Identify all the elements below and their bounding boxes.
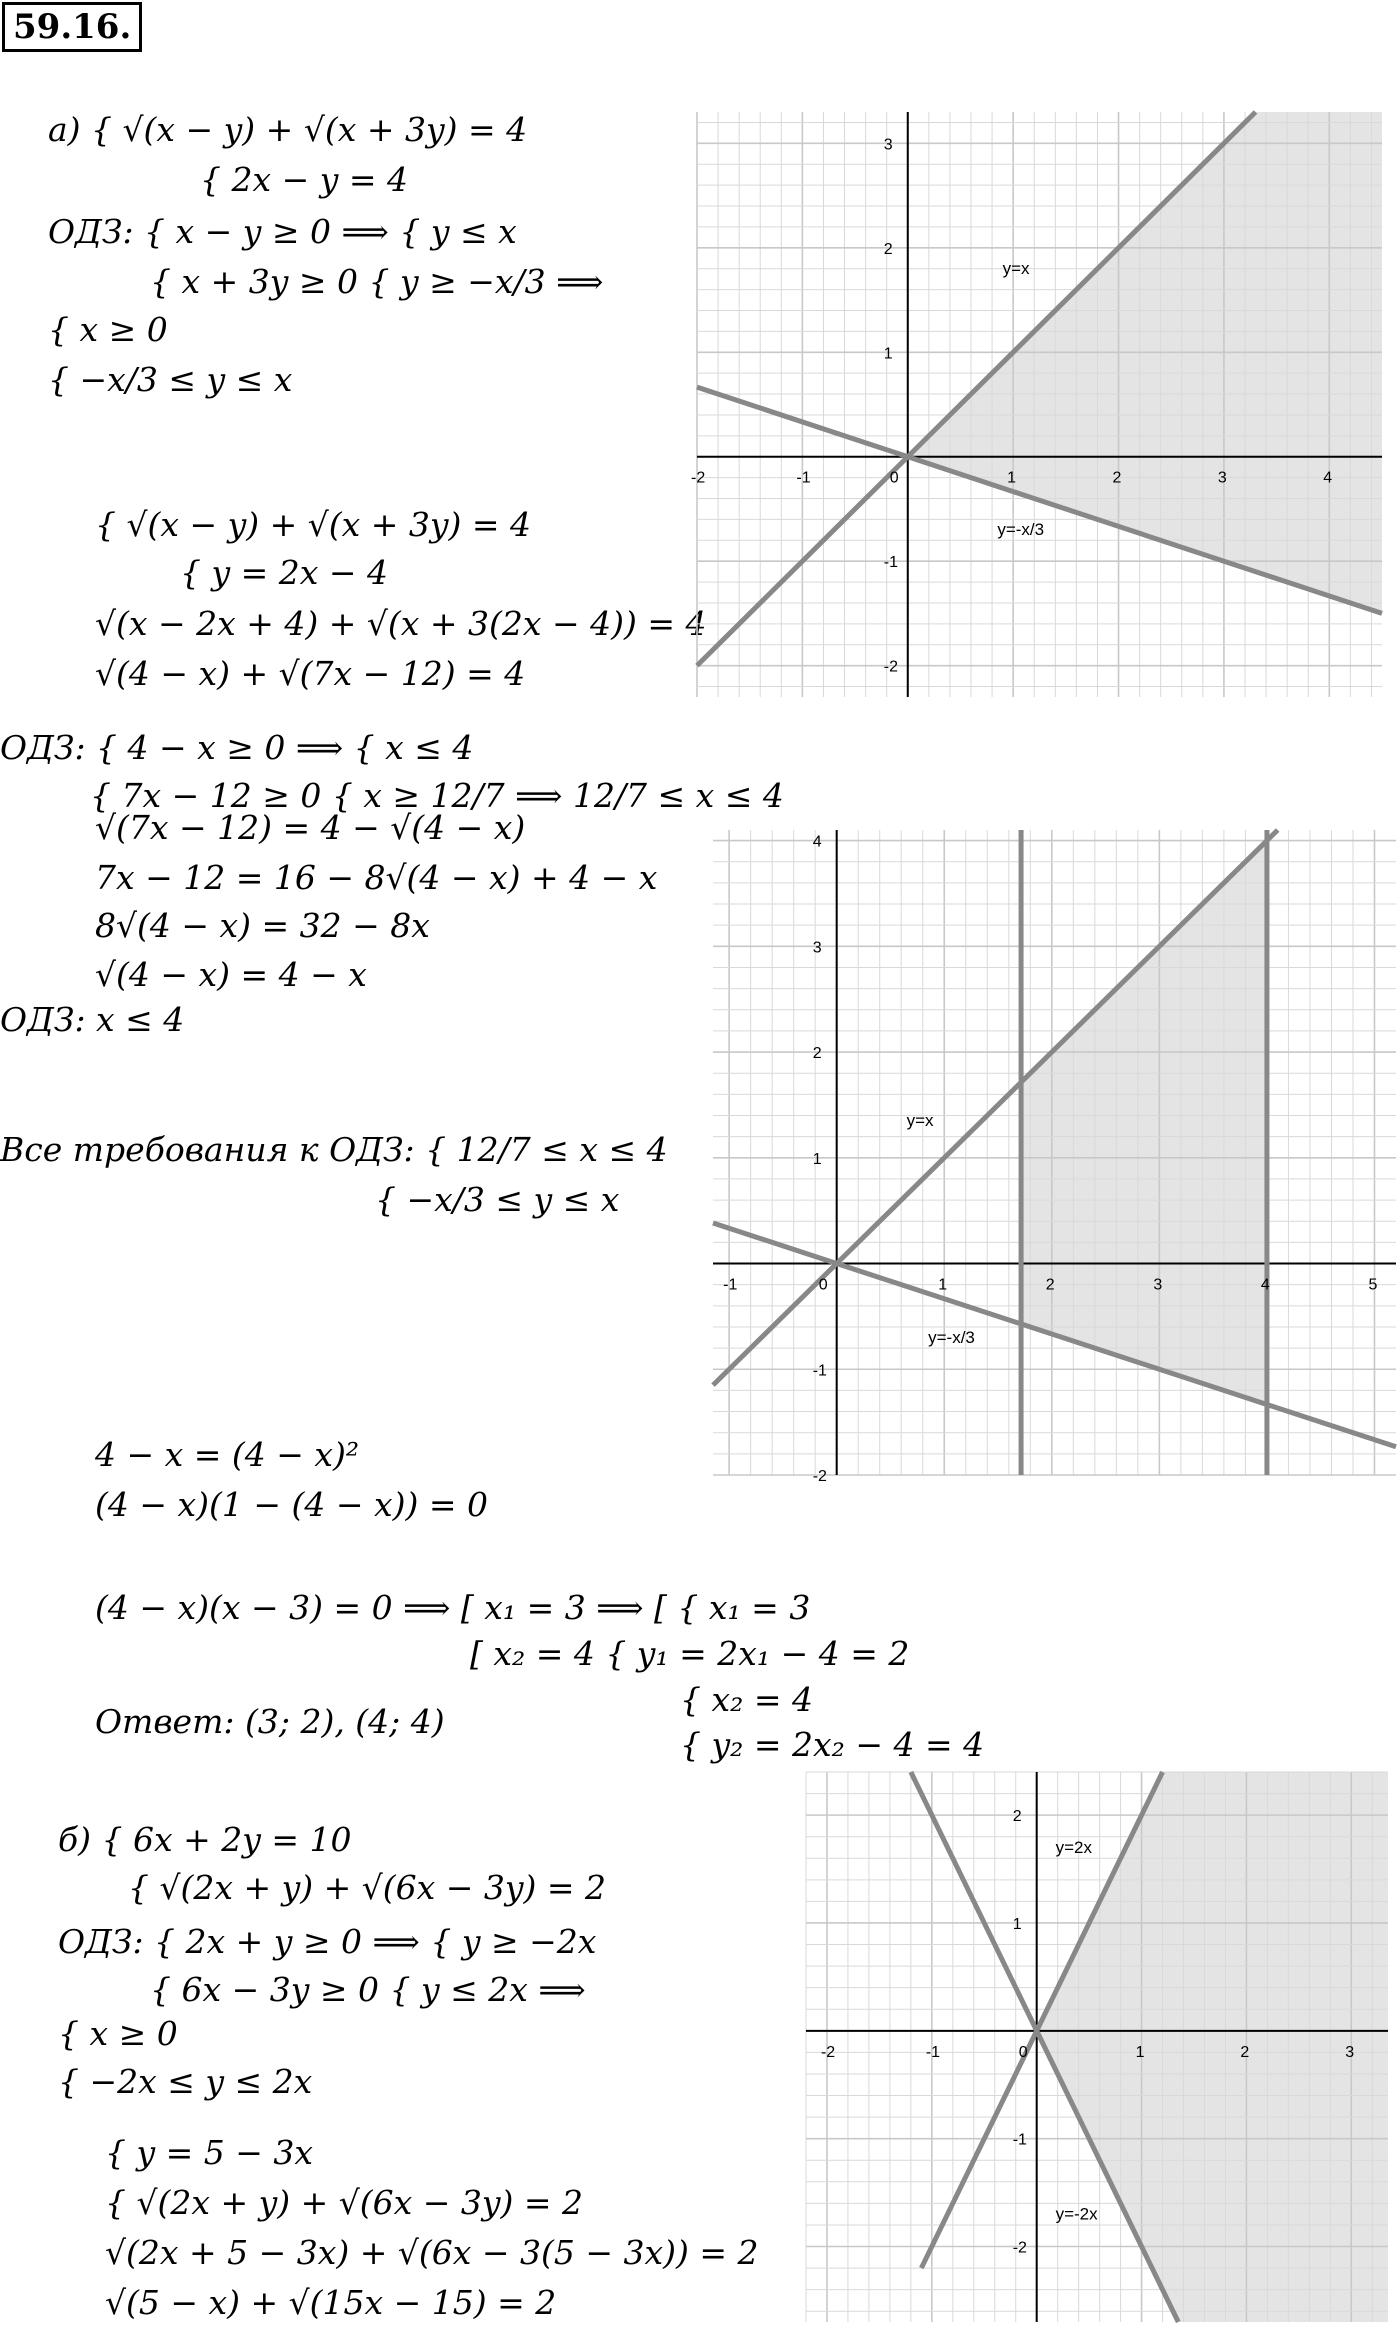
x-tick-label: 1	[1135, 2043, 1145, 2061]
x-tick-label: 5	[1368, 1276, 1378, 1294]
x-tick-label: 3	[1153, 1276, 1163, 1294]
y-tick-label: -1	[1012, 2131, 1027, 2149]
curve-label: y=-x/3	[997, 520, 1045, 540]
x-tick-label: 2	[1112, 469, 1122, 487]
system-a2-eq2: { y = 2x − 4	[180, 553, 388, 592]
y-tick-label: -1	[812, 1362, 827, 1380]
x-tick-label: -1	[796, 469, 811, 487]
odz-a2-line1: ОДЗ: { 4 − x ≥ 0 ⟹ { x ≤ 4	[0, 728, 474, 767]
simplified-b: √(5 − x) + √(15x − 15) = 2	[105, 2283, 557, 2322]
y-tick-label: 1	[812, 1150, 822, 1168]
x-tick-label: 0	[1018, 2043, 1028, 2061]
graph-2-svg	[713, 830, 1396, 1485]
sys-x2: { x₂ = 4	[680, 1680, 813, 1719]
graph-3	[806, 1772, 1388, 2322]
x-tick-label: 1	[1007, 469, 1017, 487]
answer-a: Ответ: (3; 2), (4; 4)	[95, 1702, 445, 1741]
eq-square: 4 − x = (4 − x)²	[95, 1435, 360, 1474]
system-b-eq1: б) { 6x + 2y = 10	[58, 1820, 352, 1859]
x-tick-label: -1	[925, 2043, 941, 2061]
graph-2	[713, 830, 1396, 1485]
y-tick-label: 2	[1012, 1808, 1022, 1826]
y-tick-label: 1	[883, 345, 893, 363]
odz-b-line4: { −2x ≤ y ≤ 2x	[58, 2062, 313, 2101]
y-tick-label: 1	[1012, 1915, 1022, 1933]
x-tick-label: 4	[1260, 1276, 1270, 1294]
curve-label: y=2x	[1055, 1837, 1092, 1857]
graph-1	[691, 112, 1382, 697]
system-b2-eq1: { y = 5 − 3x	[105, 2133, 313, 2172]
odz-a2-line2: { 7x − 12 ≥ 0 { x ≥ 12/7 ⟹ 12/7 ≤ x ≤ 4	[90, 776, 784, 815]
step-1: √(7x − 12) = 4 − √(4 − x)	[95, 808, 526, 847]
x-tick-label: 0	[889, 469, 899, 487]
y-tick-label: 3	[883, 136, 893, 154]
odz-a3: ОДЗ: x ≤ 4	[0, 1000, 185, 1039]
root-x2: [ x₂ = 4 { y₁ = 2x₁ − 4 = 2	[470, 1634, 910, 1673]
y-tick-label: -2	[1012, 2239, 1027, 2257]
x-tick-label: 3	[1345, 2043, 1355, 2061]
curve-label: y=-2x	[1055, 2204, 1098, 2224]
graph-3-svg	[806, 1772, 1388, 2322]
shaded-region	[908, 112, 1382, 613]
system-a2-eq1: { √(x − y) + √(x + 3y) = 4	[95, 505, 532, 544]
step-2: 7x − 12 = 16 − 8√(4 − x) + 4 − x	[95, 858, 658, 897]
step-3: 8√(4 − x) = 32 − 8x	[95, 906, 430, 945]
y-tick-label: 3	[812, 939, 822, 957]
substitution-line: √(x − 2x + 4) + √(x + 3(2x − 4)) = 4	[95, 604, 707, 643]
y-tick-label: -1	[883, 554, 899, 572]
odz-a-line4: { −x/3 ≤ y ≤ x	[48, 360, 293, 399]
y-tick-label: 4	[812, 833, 822, 851]
y-tick-label: 2	[812, 1045, 822, 1063]
odz-a-line3: { x ≥ 0	[48, 310, 168, 349]
simplified-line: √(4 − x) + √(7x − 12) = 4	[95, 654, 526, 693]
all-odz-line1: Все требования к ОДЗ: { 12/7 ≤ x ≤ 4	[0, 1130, 668, 1169]
x-tick-label: -2	[820, 2043, 836, 2061]
y-tick-label: -2	[883, 658, 899, 676]
y-tick-label: 2	[883, 240, 893, 258]
system-a-eq1: а) { √(x − y) + √(x + 3y) = 4	[48, 110, 528, 149]
system-b2-eq2: { √(2x + y) + √(6x − 3y) = 2	[105, 2183, 584, 2222]
curve-label: y=x	[1002, 258, 1030, 278]
x-tick-label: 3	[1217, 469, 1227, 487]
y-tick-label: -2	[812, 1468, 827, 1485]
odz-b-line3: { x ≥ 0	[58, 2014, 178, 2053]
curve-label: y=-x/3	[928, 1327, 975, 1347]
eq-roots: (4 − x)(x − 3) = 0 ⟹ [ x₁ = 3 ⟹ [ { x₁ = 3	[95, 1588, 811, 1627]
step-4: √(4 − x) = 4 − x	[95, 955, 367, 994]
x-tick-label: 2	[1240, 2043, 1250, 2061]
eq-factor: (4 − x)(1 − (4 − x)) = 0	[95, 1485, 488, 1524]
sys-y2: { y₂ = 2x₂ − 4 = 4	[680, 1725, 985, 1764]
x-tick-label: 4	[1323, 469, 1333, 487]
problem-number: 59.16.	[2, 2, 142, 52]
system-a-eq2: { 2x − y = 4	[200, 160, 408, 199]
odz-b-line1: ОДЗ: { 2x + y ≥ 0 ⟹ { y ≥ −2x	[58, 1922, 597, 1961]
curve-label: y=x	[906, 1111, 934, 1131]
x-tick-label: 0	[818, 1276, 828, 1294]
x-tick-label: -2	[691, 469, 706, 487]
all-odz-line2: { −x/3 ≤ y ≤ x	[375, 1180, 620, 1219]
system-b-eq2: { √(2x + y) + √(6x − 3y) = 2	[128, 1868, 607, 1907]
x-tick-label: 2	[1045, 1276, 1055, 1294]
substitution-b: √(2x + 5 − 3x) + √(6x − 3(5 − 3x)) = 2	[105, 2233, 759, 2272]
x-tick-label: 1	[938, 1276, 948, 1294]
x-tick-label: -1	[723, 1276, 738, 1294]
odz-a-line2: { x + 3y ≥ 0 { y ≥ −x/3 ⟹	[150, 262, 604, 301]
graph-1-svg	[691, 112, 1382, 697]
odz-a-line1: ОДЗ: { x − y ≥ 0 ⟹ { y ≤ x	[48, 212, 517, 251]
odz-b-line2: { 6x − 3y ≥ 0 { y ≤ 2x ⟹	[150, 1970, 586, 2009]
